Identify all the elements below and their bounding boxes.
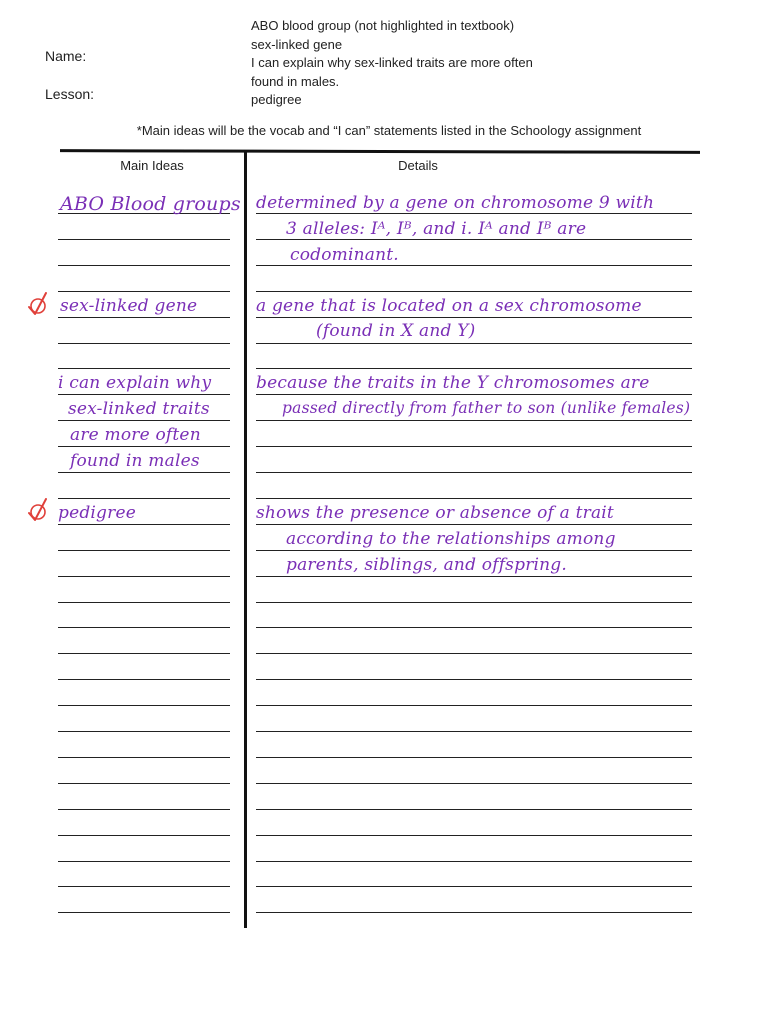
ruled-line [58, 783, 230, 784]
ruled-line [58, 912, 230, 913]
detail-note: 3 alleles: Iᴬ, Iᴮ, and i. Iᴬ and Iᴮ are [286, 219, 587, 239]
ruled-line [256, 394, 692, 395]
ruled-line [256, 602, 692, 603]
topic-item: ABO blood group (not highlighted in textbook) [251, 18, 515, 33]
main-idea-note: i can explain why [58, 373, 212, 393]
ruled-line [256, 472, 692, 473]
ruled-line [256, 317, 692, 318]
ruled-line [58, 550, 230, 551]
name-label: Name: [45, 48, 87, 64]
ruled-line [256, 343, 692, 344]
ruled-line [256, 498, 692, 499]
ruled-line [256, 757, 692, 758]
detail-note: shows the presence or absence of a trait [256, 503, 614, 523]
main-idea-note: pedigree [58, 503, 136, 523]
ruled-line [256, 627, 692, 628]
ruled-line [256, 213, 692, 214]
topic-list [251, 17, 671, 110]
ruled-line [58, 653, 230, 654]
ruled-line [256, 550, 692, 551]
check-mark-icon [26, 497, 50, 523]
ruled-line [58, 705, 230, 706]
ruled-line [58, 576, 230, 577]
ruled-line [58, 835, 230, 836]
ruled-line [58, 317, 230, 318]
ruled-line [58, 446, 230, 447]
ruled-line [58, 524, 230, 525]
ruled-line [58, 627, 230, 628]
ruled-line [256, 576, 692, 577]
ruled-line [256, 835, 692, 836]
ruled-line [256, 291, 692, 292]
ruled-line [256, 524, 692, 525]
ruled-line [58, 291, 230, 292]
topic-item: pedigree [251, 92, 302, 107]
ruled-line [58, 602, 230, 603]
ruled-line [256, 653, 692, 654]
ruled-line [58, 861, 230, 862]
ruled-line [58, 472, 230, 473]
ruled-line [58, 886, 230, 887]
detail-note: a gene that is located on a sex chromosome [256, 296, 642, 316]
ruled-line [256, 705, 692, 706]
ruled-line [58, 731, 230, 732]
detail-note: parents, siblings, and offspring. [286, 555, 567, 575]
ruled-line [58, 394, 230, 395]
table-top-rule [60, 149, 700, 154]
ruled-line [256, 809, 692, 810]
ruled-line [58, 343, 230, 344]
ruled-line [58, 757, 230, 758]
ruled-line [256, 446, 692, 447]
ruled-line [256, 912, 692, 913]
ruled-line [58, 239, 230, 240]
detail-note: codominant. [290, 245, 399, 265]
main-idea-note: are more often [70, 425, 201, 445]
main-idea-note: sex-linked traits [68, 399, 210, 419]
details-header: Details [398, 158, 438, 173]
topic-item: sex-linked gene [251, 36, 343, 52]
detail-note: determined by a gene on chromosome 9 with [256, 193, 655, 213]
ruled-line [256, 420, 692, 421]
main-ideas-header: Main Ideas [120, 158, 184, 173]
ruled-line [58, 265, 230, 266]
ruled-line [58, 498, 230, 499]
ruled-line [256, 783, 692, 784]
detail-note: (found in X and Y) [316, 321, 476, 341]
check-mark-icon [26, 291, 50, 317]
column-divider [244, 152, 247, 928]
instructions: *Main ideas will be the vocab and “I can” statements listed in the Schoology assignment [136, 123, 642, 138]
main-idea-note: ABO Blood groups [60, 193, 241, 215]
ruled-line [58, 809, 230, 810]
ruled-line [256, 679, 692, 680]
lesson-label: Lesson: [45, 86, 95, 102]
detail-note: because the traits in the Y chromosomes are [256, 373, 650, 393]
main-idea-note: found in males [70, 451, 200, 471]
main-idea-note: sex-linked gene [60, 296, 198, 316]
ruled-line [256, 731, 692, 732]
ruled-line [58, 368, 230, 369]
ruled-line [58, 679, 230, 680]
ruled-line [256, 861, 692, 862]
ruled-line [256, 886, 692, 887]
ruled-line [256, 265, 692, 266]
ruled-line [256, 368, 692, 369]
ruled-line [256, 239, 692, 240]
topic-item: found in males. [251, 73, 340, 89]
ruled-line [58, 420, 230, 421]
topic-item: I can explain why sex-linked traits are more often [251, 55, 533, 70]
detail-note: passed directly from father to son (unlike females) [282, 399, 691, 417]
detail-note: according to the relationships among [286, 529, 616, 549]
